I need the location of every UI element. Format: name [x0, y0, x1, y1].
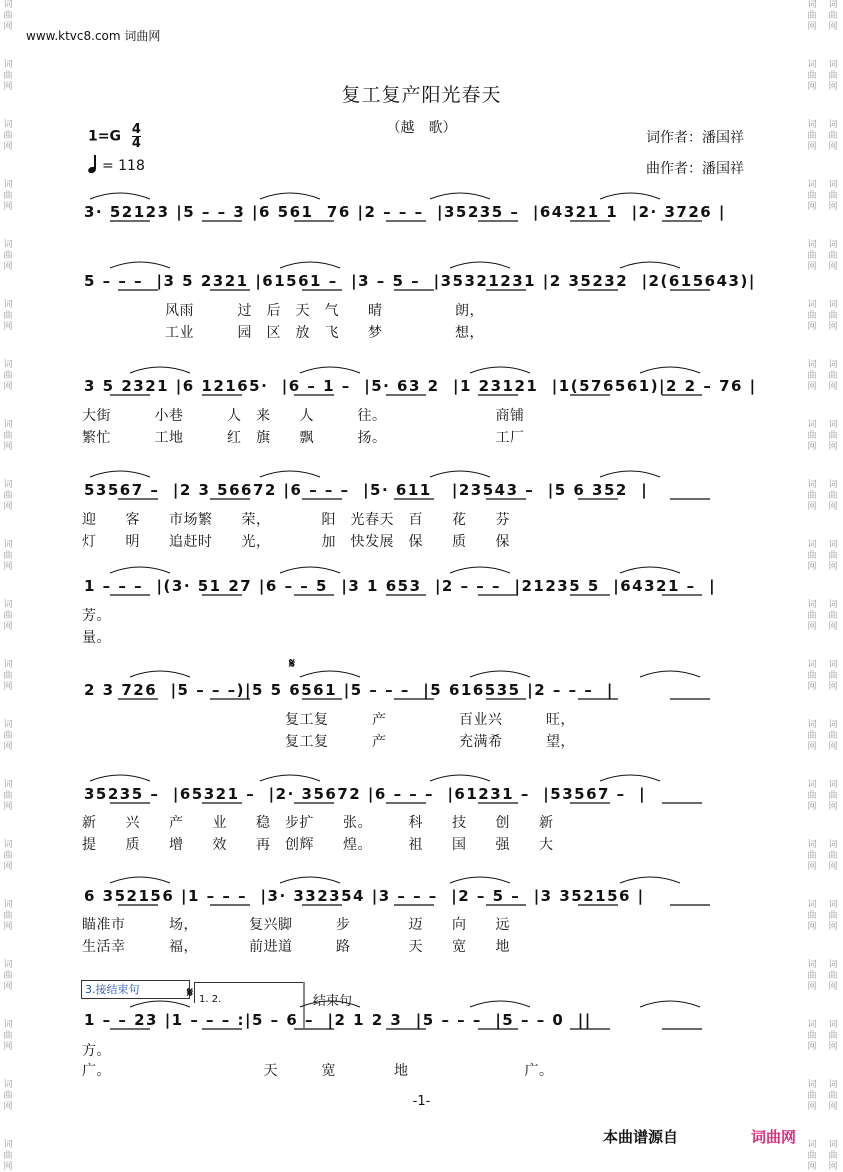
watermark-group: 词 曲 网	[807, 1140, 817, 1172]
slur-arc	[430, 471, 490, 477]
watermark-group: 词 曲 网	[807, 180, 817, 212]
watermark-group: 词 曲 网	[3, 180, 13, 212]
lyric-row-2-verse-2: 工业 园 区 放 飞 梦 想，	[165, 325, 484, 341]
watermark-group: 词 曲 网	[828, 1140, 838, 1172]
volta-bracket	[194, 982, 303, 1003]
watermark-group: 词 曲 网	[807, 780, 817, 812]
repeat-instruction: 3.接结束句	[85, 983, 140, 996]
watermark-group: 词 曲 网	[828, 120, 838, 152]
watermark-group: 词 曲 网	[3, 900, 13, 932]
key-signature	[88, 123, 141, 150]
watermark-column-right-inner	[806, 0, 818, 1172]
ending-phrase-label: 结束句	[313, 994, 353, 1009]
watermark-group: 词 曲 网	[3, 1080, 13, 1112]
watermark-group: 词 曲 网	[3, 360, 13, 392]
watermark-group: 词 曲 网	[828, 540, 838, 572]
slur-arc	[130, 671, 190, 677]
watermark-group: 词 曲 网	[828, 240, 838, 272]
watermark-group: 词 曲 网	[828, 840, 838, 872]
watermark-group: 词 曲 网	[807, 120, 817, 152]
watermark-group: 词 曲 网	[3, 120, 13, 152]
lyric-row-8-verse-1: 瞄准市 场， 复兴脚 步 迈 向 远	[82, 917, 510, 933]
slur-arc	[90, 775, 150, 781]
genre-label: （越 歌）	[386, 120, 457, 136]
watermark-group: 词 曲 网	[828, 1080, 838, 1112]
watermark-group: 词 曲 网	[3, 300, 13, 332]
segno-sign-icon: 𝄋	[289, 656, 296, 672]
watermark-group: 词 曲 网	[828, 420, 838, 452]
slur-arc	[300, 671, 360, 677]
watermark-group: 词 曲 网	[807, 300, 817, 332]
slur-arc	[110, 262, 170, 268]
time-numerator: 4	[131, 122, 141, 137]
watermark-group: 词 曲 网	[807, 660, 817, 692]
composer: 曲作者：潘国祥	[646, 161, 744, 177]
watermark-group: 词 曲 网	[828, 360, 838, 392]
watermark-group: 词 曲 网	[828, 300, 838, 332]
slur-arc	[90, 193, 150, 199]
slur-arc	[600, 193, 660, 199]
watermark-column-right-outer	[827, 0, 839, 1172]
slur-arc	[470, 367, 530, 373]
slur-arc	[90, 471, 150, 477]
slur-arc	[450, 567, 510, 573]
lyric-row-9-verse-2: 广。 天 宽 地 广。	[82, 1063, 554, 1079]
watermark-group: 词 曲 网	[807, 960, 817, 992]
watermark-group: 词 曲 网	[3, 840, 13, 872]
watermark-group: 词 曲 网	[3, 780, 13, 812]
repeat-instruction-box	[81, 980, 190, 999]
notation-row-3: 3 5 2321 |6 12165· |6 – 1 – |5· 63 2 |1 23121 |1(576561)|2 2 – 76 |	[84, 377, 757, 395]
notation-row-2: 5 – – – |3 5 2321 |61561 – |3 – 5 – |35321231 |2 35232 |2(615643)|	[84, 272, 756, 290]
watermark-group: 词 曲 网	[3, 600, 13, 632]
lyric-row-4-verse-1: 迎 客 市场繁 荣， 阳 光春天 百 花 芬	[82, 512, 510, 528]
segno-sign-icon: 𝄋	[187, 985, 194, 1001]
watermark-group: 词 曲 网	[3, 660, 13, 692]
notation-row-9: 1 – – 23 |1 – – – :|5 – 6 – |2 1 2 3 |5 – – – |5 – – 0 ||	[84, 1011, 592, 1029]
lyric-row-6-verse-2: 复工复 产 充满希 望，	[82, 734, 575, 750]
watermark-group: 词 曲 网	[3, 240, 13, 272]
tempo-value: = 118	[101, 158, 145, 174]
watermark-group: 词 曲 网	[3, 0, 13, 32]
watermark-group: 词 曲 网	[3, 420, 13, 452]
watermark-group: 词 曲 网	[828, 780, 838, 812]
slur-arc	[640, 367, 700, 373]
watermark-group: 词 曲 网	[807, 540, 817, 572]
watermark-group: 词 曲 网	[828, 480, 838, 512]
lyric-row-6-verse-1: 复工复 产 百业兴 旺，	[82, 712, 575, 728]
brand-logo[interactable]: 词曲网	[751, 1128, 797, 1146]
lyric-row-2-verse-1: 风雨 过 后 天 气 晴 朗，	[165, 303, 484, 319]
watermark-group: 词 曲 网	[3, 480, 13, 512]
watermark-group: 词 曲 网	[807, 600, 817, 632]
watermark-group: 词 曲 网	[828, 960, 838, 992]
lyric-row-4-verse-2: 灯 明 追赶时 光， 加 快发展 保 质 保	[82, 534, 510, 550]
slur-arc	[450, 877, 510, 883]
time-denominator: 4	[131, 136, 141, 151]
key-value: 1=G	[88, 128, 121, 145]
site-url[interactable]: www.ktvc8.com 词曲网	[26, 29, 161, 43]
watermark-group: 词 曲 网	[3, 540, 13, 572]
watermark-group: 词 曲 网	[3, 960, 13, 992]
slur-arc	[430, 775, 490, 781]
lyric-row-5-verse-2: 量。	[82, 630, 111, 646]
slur-arc	[470, 1001, 530, 1007]
lyric-row-8-verse-2: 生活幸 福， 前进道 路 天 宽 地	[82, 939, 510, 955]
source-label: 本曲谱源自	[603, 1128, 679, 1146]
slur-arc	[260, 471, 320, 477]
slur-arc	[640, 671, 700, 677]
slur-arc	[110, 567, 170, 573]
notation-row-7: 35235 – |65321 – |2· 35672 |6 – – – |61231 – |53567 – |	[84, 785, 647, 803]
slur-arc	[640, 1001, 700, 1007]
watermark-group: 词 曲 网	[3, 60, 13, 92]
watermark-group: 词 曲 网	[3, 1020, 13, 1052]
slur-arc	[620, 567, 680, 573]
notation-row-1: 3· 52123 |5 – – 3 |6 561 76 |2 – – – |35235 – |64321 1 |2· 3726 |	[84, 203, 726, 221]
slur-arc	[260, 775, 320, 781]
slur-arc	[280, 262, 340, 268]
notation-row-8: 6 352156 |1 – – – |3· 332354 |3 – – – |2 – 5 – |3 352156 |	[84, 887, 645, 905]
watermark-group: 词 曲 网	[807, 1080, 817, 1112]
slur-arc	[130, 1001, 190, 1007]
slur-arc	[620, 262, 680, 268]
slur-arc	[620, 877, 680, 883]
slur-arc	[280, 877, 340, 883]
watermark-group: 词 曲 网	[807, 0, 817, 32]
watermark-group: 词 曲 网	[828, 600, 838, 632]
watermark-group: 词 曲 网	[3, 1140, 13, 1172]
watermark-group: 词 曲 网	[3, 720, 13, 752]
watermark-group: 词 曲 网	[828, 60, 838, 92]
watermark-group: 词 曲 网	[807, 240, 817, 272]
notation-row-4: 53567 – |2 3 56672 |6 – – – |5· 611 |23543 – |5 6 352 |	[84, 481, 649, 499]
slur-arc	[300, 367, 360, 373]
notation-row-6: 2 3 726 |5 – – –)|5 5 6561 |5 – – – |5 616535 |2 – – – |	[84, 681, 614, 699]
watermark-group: 词 曲 网	[807, 720, 817, 752]
slur-arc	[470, 671, 530, 677]
slur-arc	[110, 877, 170, 883]
watermark-group: 词 曲 网	[828, 720, 838, 752]
lyric-row-7-verse-2: 提 质 增 效 再 创辉 煌。 祖 国 强 大	[82, 837, 554, 853]
lyric-row-5-verse-1: 芳。	[82, 608, 111, 624]
slur-arc	[600, 471, 660, 477]
watermark-column-left	[2, 0, 14, 1172]
watermark-group: 词 曲 网	[807, 1020, 817, 1052]
slur-arc	[430, 193, 490, 199]
notation-row-5: 1 – – – |(3· 51 27 |6 – – 5 |3 1 653 |2 – – – |21235 5 |64321 – |	[84, 577, 717, 595]
watermark-group: 词 曲 网	[828, 660, 838, 692]
watermark-group: 词 曲 网	[807, 360, 817, 392]
watermark-group: 词 曲 网	[828, 1020, 838, 1052]
page-title: 复工复产阳光春天	[341, 84, 502, 106]
slur-arc	[450, 262, 510, 268]
watermark-group: 词 曲 网	[807, 840, 817, 872]
watermark-group: 词 曲 网	[807, 480, 817, 512]
lyric-row-7-verse-1: 新 兴 产 业 稳 步扩 张。 科 技 创 新	[82, 815, 554, 831]
watermark-group: 词 曲 网	[807, 900, 817, 932]
slur-arc	[280, 567, 340, 573]
slur-arc	[260, 193, 320, 199]
volta-label: 1. 2.	[199, 994, 222, 1005]
page-number: -1-	[412, 1094, 431, 1109]
watermark-group: 词 曲 网	[828, 0, 838, 32]
lyricist: 词作者：潘国祥	[646, 130, 744, 146]
watermark-group: 词 曲 网	[807, 60, 817, 92]
lyric-row-3-verse-2: 繁忙 工地 红 旗 飘 扬。 工厂	[82, 430, 525, 446]
slur-arc	[130, 367, 190, 373]
watermark-group: 词 曲 网	[828, 900, 838, 932]
lyric-row-3-verse-1: 大街 小巷 人 来 人 往。 商铺	[82, 408, 525, 424]
watermark-group: 词 曲 网	[807, 420, 817, 452]
watermark-group: 词 曲 网	[828, 180, 838, 212]
slur-arc	[600, 775, 660, 781]
tempo-marking	[88, 156, 145, 174]
lyric-row-9-verse-1: 方。	[82, 1043, 111, 1059]
time-signature	[132, 123, 141, 150]
